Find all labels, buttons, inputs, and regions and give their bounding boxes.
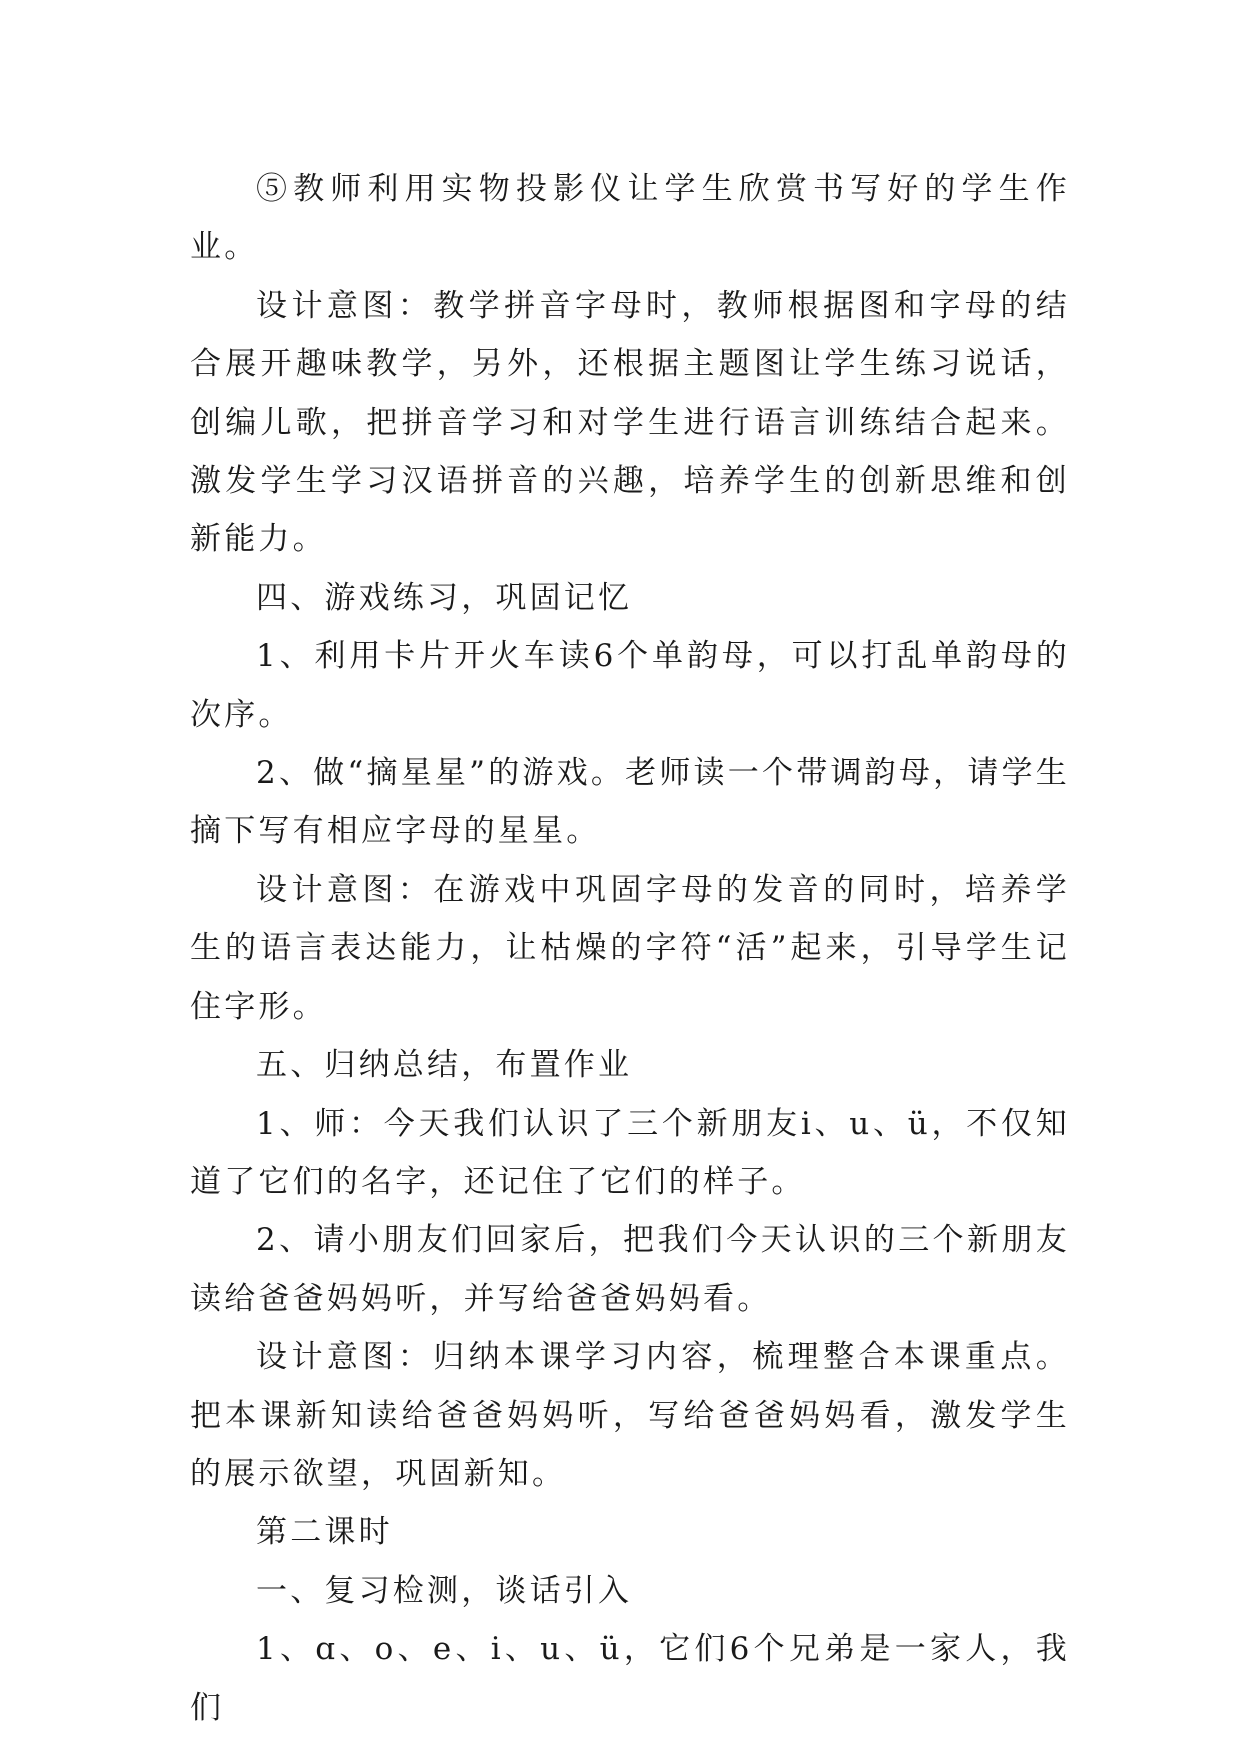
paragraph-3: 1、利用卡片开火车读6个单韵母，可以打乱单韵母的次序。	[190, 638, 1070, 733]
document-page	[190, 160, 1070, 1737]
paragraph-2: 设计意图：教学拼音字母时，教师根据图和字母的结合展开趣味教学，另外，还根据主题图让学生练习说话，创编儿歌，把拼音学习和对学生进行语言训练结合起来。激发学生学习汉语拼音的兴趣，培养学生的创新思维和创新能力。	[190, 287, 1070, 558]
lesson-heading: 第二课时	[256, 1514, 393, 1551]
paragraph-5: 设计意图：在游戏中巩固字母的发音的同时，培养学生的语言表达能力，让枯燥的字符“活”起来，引导学生记住字形。	[190, 871, 1070, 1025]
paragraph-9: 1、ɑ、o、e、i、u、ü，它们6个兄弟是一家人，我们	[190, 1631, 1070, 1726]
paragraph-4: 2、做“摘星星”的游戏。老师读一个带调韵母，请学生摘下写有相应字母的星星。	[190, 755, 1070, 850]
section-heading-1: 一、复习检测，谈话引入	[256, 1572, 633, 1609]
section-heading-4: 四、游戏练习，巩固记忆	[256, 579, 633, 616]
paragraph-8: 设计意图：归纳本课学习内容，梳理整合本课重点。把本课新知读给爸爸妈妈听，写给爸爸妈妈看，激发学生的展示欲望，巩固新知。	[190, 1339, 1070, 1492]
paragraph-6: 1、师：今天我们认识了三个新朋友i、u、ü，不仅知道了它们的名字，还记住了它们的样子。	[190, 1105, 1070, 1200]
paragraph-1: ⑤教师利用实物投影仪让学生欣赏书写好的学生作业。	[190, 171, 1070, 266]
paragraph-7: 2、请小朋友们回家后，把我们今天认识的三个新朋友读给爸爸妈妈听，并写给爸爸妈妈看。	[190, 1222, 1070, 1317]
section-heading-5: 五、归纳总结，布置作业	[256, 1047, 633, 1084]
